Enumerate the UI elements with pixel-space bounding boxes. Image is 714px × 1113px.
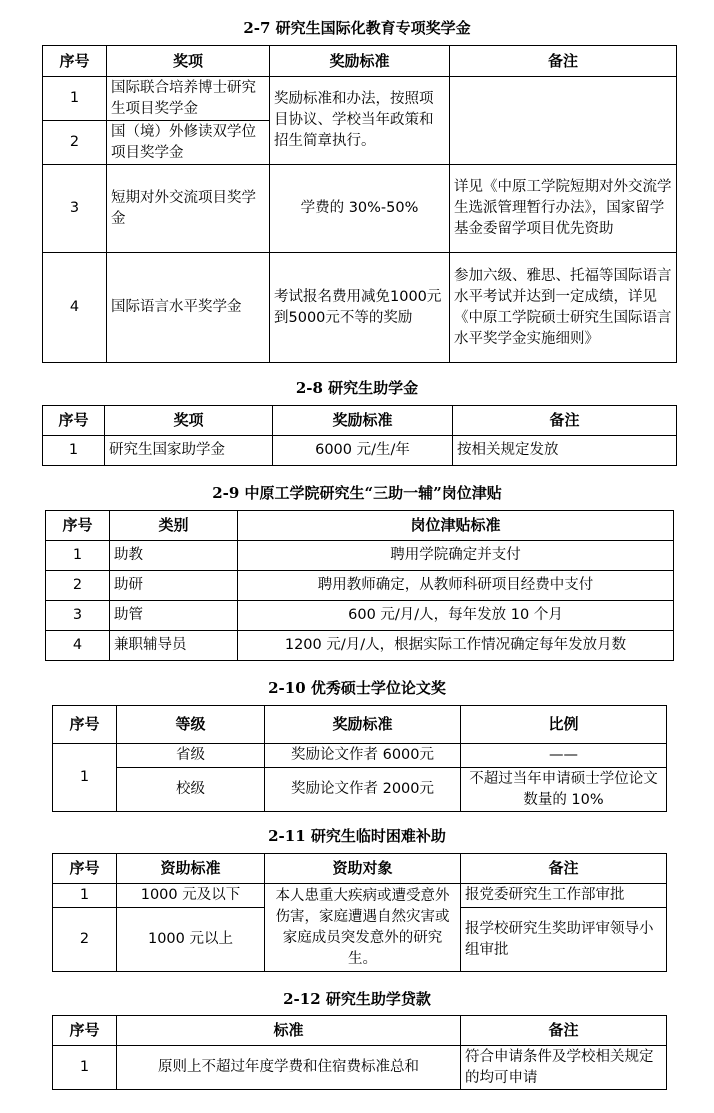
cell-ratio: 不超过当年申请硕士学位论文数量的 10% bbox=[461, 768, 667, 812]
header-no: 序号 bbox=[53, 706, 117, 744]
cell-standard: 聘用教师确定，从教师科研项目经费中支付 bbox=[238, 571, 674, 601]
header-standard: 奖励标准 bbox=[270, 46, 450, 77]
header-ratio: 比例 bbox=[461, 706, 667, 744]
header-note: 备注 bbox=[453, 406, 677, 436]
header-award: 奖项 bbox=[105, 406, 273, 436]
header-no: 序号 bbox=[53, 854, 117, 884]
header-note: 备注 bbox=[450, 46, 677, 77]
section-title-2-9: 2-9 中原工学院研究生“三助一辅”岗位津贴 bbox=[212, 484, 502, 502]
cell-no: 2 bbox=[46, 571, 110, 601]
cell-target: 本人患重大疾病或遭受意外伤害，家庭遭遇自然灾害或家庭成员突发意外的研究生。 bbox=[265, 884, 461, 972]
header-type: 类别 bbox=[110, 511, 238, 541]
cell-no: 1 bbox=[43, 436, 105, 466]
cell-no: 1 bbox=[53, 744, 117, 812]
section-title-2-7: 2-7 研究生国际化教育专项奖学金 bbox=[243, 19, 471, 37]
cell-no: 2 bbox=[53, 908, 117, 972]
cell-type: 助教 bbox=[110, 541, 238, 571]
cell-no: 1 bbox=[46, 541, 110, 571]
cell-note: 符合申请条件及学校相关规定的均可申请 bbox=[461, 1046, 667, 1090]
cell-standard: 聘用学院确定并支付 bbox=[238, 541, 674, 571]
header-note: 备注 bbox=[461, 854, 667, 884]
cell-standard: 学费的 30%-50% bbox=[270, 165, 450, 253]
cell-standard: 1000 元以上 bbox=[117, 908, 265, 972]
cell-no: 4 bbox=[43, 253, 107, 363]
cell-no: 4 bbox=[46, 631, 110, 661]
cell-note: 报党委研究生工作部审批 bbox=[461, 884, 667, 908]
cell-no: 2 bbox=[43, 121, 107, 165]
cell-award: 国际语言水平奖学金 bbox=[107, 253, 270, 363]
cell-standard: 奖励论文作者 6000元 bbox=[265, 744, 461, 768]
header-standard: 岗位津贴标准 bbox=[238, 511, 674, 541]
cell-standard-merged: 奖励标准和办法，按照项目协议、学校当年政策和招生简章执行。 bbox=[270, 77, 450, 165]
header-no: 序号 bbox=[53, 1016, 117, 1046]
header-award: 奖项 bbox=[107, 46, 270, 77]
cell-note-empty bbox=[450, 77, 677, 165]
cell-award: 国（境）外修读双学位项目奖学金 bbox=[107, 121, 270, 165]
table-2-7 bbox=[42, 45, 677, 363]
header-standard: 标准 bbox=[117, 1016, 461, 1046]
section-title-2-11: 2-11 研究生临时困难补助 bbox=[268, 827, 446, 845]
cell-note: 详见《中原工学院短期对外交流学生选派管理暂行办法》，国家留学基金委留学项目优先资助 bbox=[450, 165, 677, 253]
cell-standard: 600 元/月/人，每年发放 10 个月 bbox=[238, 601, 674, 631]
section-title-2-12: 2-12 研究生助学贷款 bbox=[283, 990, 431, 1008]
cell-note: 报学校研究生奖助评审领导小组审批 bbox=[461, 908, 667, 972]
cell-type: 助管 bbox=[110, 601, 238, 631]
cell-award: 国际联合培养博士研究生项目奖学金 bbox=[107, 77, 270, 121]
cell-no: 1 bbox=[53, 884, 117, 908]
cell-award: 研究生国家助学金 bbox=[105, 436, 273, 466]
header-note: 备注 bbox=[461, 1016, 667, 1046]
cell-note: 参加六级、雅思、托福等国际语言水平考试并达到一定成绩，详见《中原工学院硕士研究生国际语言水平奖学金实施细则》 bbox=[450, 253, 677, 363]
cell-type: 助研 bbox=[110, 571, 238, 601]
cell-level: 省级 bbox=[117, 744, 265, 768]
cell-type: 兼职辅导员 bbox=[110, 631, 238, 661]
cell-standard: 考试报名费用减免1000元到5000元不等的奖励 bbox=[270, 253, 450, 363]
table-2-11 bbox=[52, 853, 667, 972]
section-title-2-10: 2-10 优秀硕士学位论文奖 bbox=[268, 679, 446, 697]
header-no: 序号 bbox=[43, 406, 105, 436]
header-level: 等级 bbox=[117, 706, 265, 744]
cell-standard: 1200 元/月/人，根据实际工作情况确定每年发放月数 bbox=[238, 631, 674, 661]
cell-standard: 原则上不超过年度学费和住宿费标准总和 bbox=[117, 1046, 461, 1090]
table-2-9 bbox=[45, 510, 674, 661]
table-2-12 bbox=[52, 1015, 667, 1090]
cell-no: 1 bbox=[53, 1046, 117, 1090]
header-standard: 资助标准 bbox=[117, 854, 265, 884]
cell-note: 按相关规定发放 bbox=[453, 436, 677, 466]
table-2-8 bbox=[42, 405, 677, 466]
cell-standard: 1000 元及以下 bbox=[117, 884, 265, 908]
cell-no: 3 bbox=[46, 601, 110, 631]
header-no: 序号 bbox=[43, 46, 107, 77]
header-target: 资助对象 bbox=[265, 854, 461, 884]
cell-level: 校级 bbox=[117, 768, 265, 812]
cell-award: 短期对外交流项目奖学金 bbox=[107, 165, 270, 253]
cell-no: 3 bbox=[43, 165, 107, 253]
table-2-10 bbox=[52, 705, 667, 812]
cell-ratio: —— bbox=[461, 744, 667, 768]
header-standard: 奖励标准 bbox=[265, 706, 461, 744]
cell-standard: 奖励论文作者 2000元 bbox=[265, 768, 461, 812]
header-no: 序号 bbox=[46, 511, 110, 541]
cell-standard: 6000 元/生/年 bbox=[273, 436, 453, 466]
header-standard: 奖励标准 bbox=[273, 406, 453, 436]
cell-no: 1 bbox=[43, 77, 107, 121]
section-title-2-8: 2-8 研究生助学金 bbox=[295, 379, 419, 397]
